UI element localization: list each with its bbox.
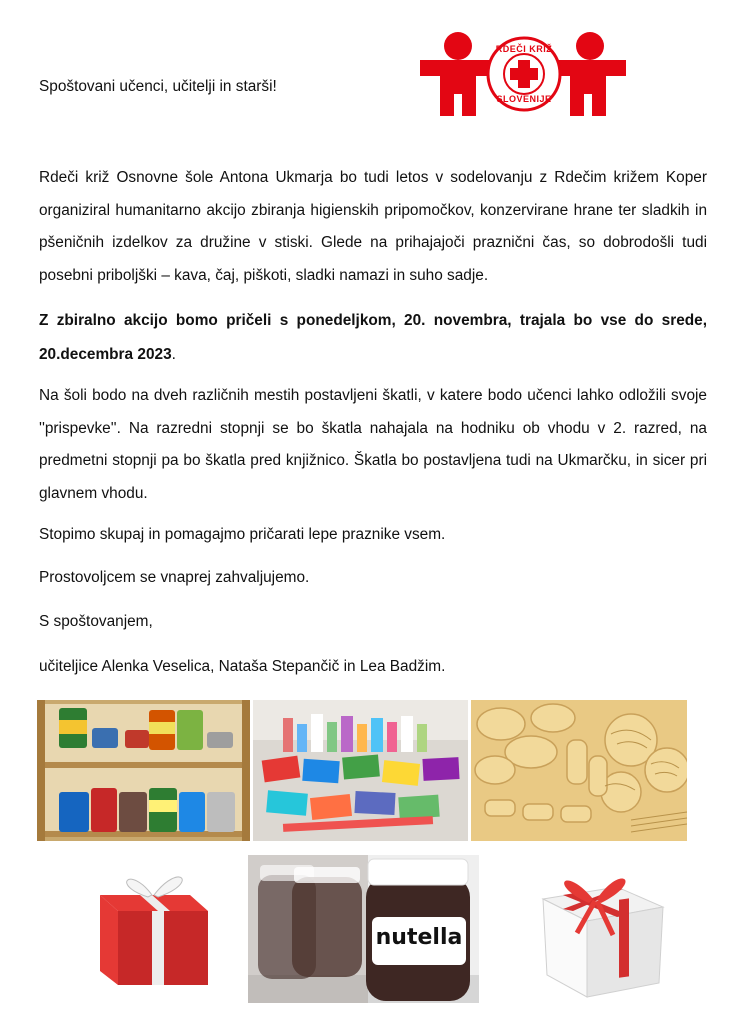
paragraph-intro: Rdeči križ Osnovne šole Antona Ukmarja bo tudi letos v sodelovanju z Rdečim križem Koper organiziral humanitarno akcijo zbiranja higienskih pripomočkov, konzervirane hrane ter sladkih in pšeničnih izdelkov za družine v stiski. Glede na prihajajoči praznični čas, so dobrodošli tudi posebni priboljški – kava, čaj, piškoti, sladki namazi in suho sadje. — [39, 169, 707, 284]
nutella-jars-photo — [248, 855, 479, 1003]
closing: S spoštovanjem, — [39, 613, 153, 630]
greeting: Spoštovani učenci, učitelji in starši! — [39, 78, 277, 95]
signature: učiteljice Alenka Veselica, Nataša Stepančič in Lea Badžim. — [39, 658, 446, 675]
white-gift-photo — [525, 855, 675, 1005]
logo-text-top: RDEČI KRIŽ — [495, 44, 553, 54]
hygiene-products-photo — [253, 700, 468, 841]
logo-text-bottom: SLOVENIJE — [496, 94, 552, 104]
paragraph-boxes: Na šoli bodo na dveh različnih mestih postavljeni škatli, v katere bodo učenci lahko odložili svoje ''prispevke''. Na razredni stopnji se bo škatla nahajala na hodniku ob vhodu v 2. razred, na predmetni stopnji pa bo škatla pred knjižnico. Škatla bo postavljena tudi na Ukmarčku, in sicer pri glavnem vhodu. — [39, 387, 707, 502]
paragraph-dates — [39, 304, 707, 372]
nutella-label: nutella — [375, 925, 463, 950]
canned-food-cupboard-photo — [37, 700, 250, 841]
red-cross-slovenia-logo — [418, 30, 628, 118]
dates-bold-text: Z zbiralno akcijo bomo pričeli s ponedeljkom, 20. novembra, trajala bo vse do srede, 20.decembra 2023 — [39, 312, 707, 363]
line-thanks: Prostovoljcem se vnaprej zahvaljujemo. — [39, 569, 310, 586]
red-gift-photo — [90, 855, 215, 995]
pasta-photo — [471, 700, 687, 841]
dates-tail: . — [171, 346, 176, 363]
line-together: Stopimo skupaj in pomagajmo pričarati lepe praznike vsem. — [39, 526, 446, 543]
